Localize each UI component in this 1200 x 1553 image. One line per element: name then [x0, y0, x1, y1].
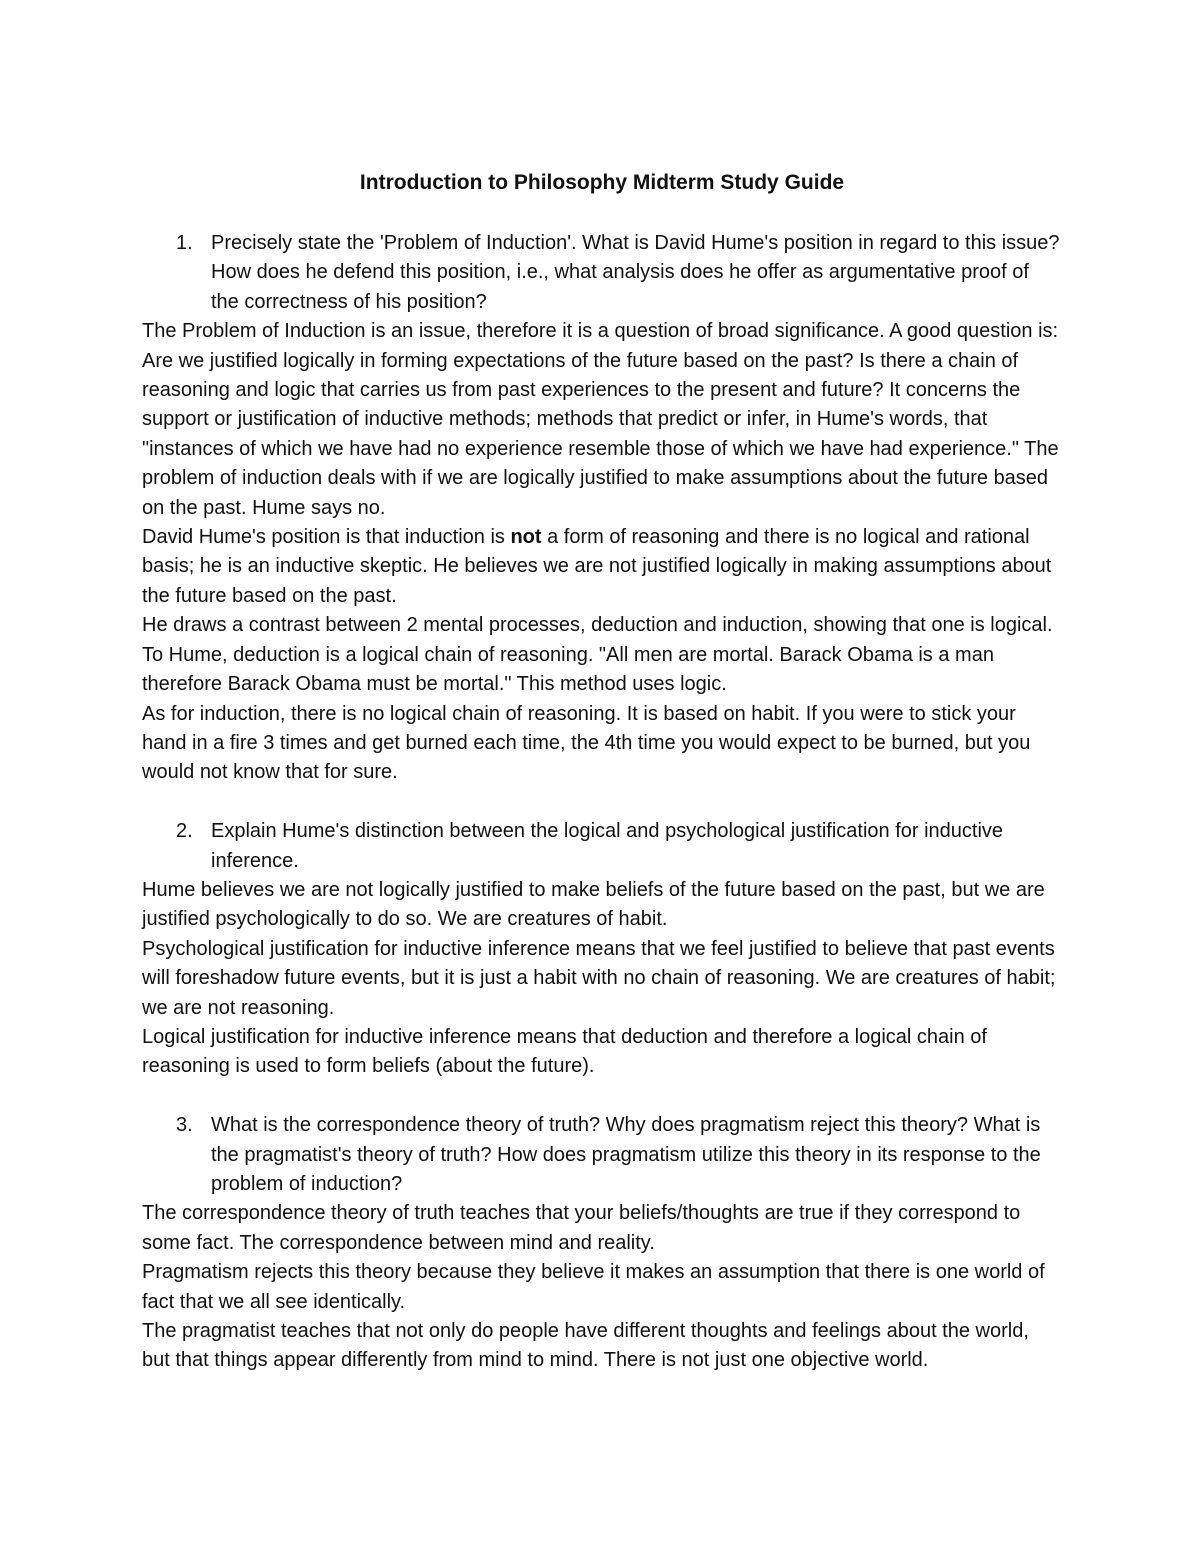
question-3 — [142, 1111, 1062, 1199]
document-page — [142, 168, 1062, 1376]
answer-text: David Hume's position is that induction is — [142, 526, 511, 549]
emphasis-text: not — [510, 526, 542, 549]
question-number: 3. — [176, 1114, 193, 1137]
section-1 — [142, 229, 1062, 788]
question-text: What is the correspondence theory of truth? Why does pragmatism reject this theory? What is the pragmatist's theory of truth? How does pragmatism utilize this theory in its response to the problem of induction? — [211, 1114, 1041, 1195]
answer-text: a form of reasoning and there is no logical and rational basis; he is an inductive skeptic. He believes we are not justified logically in making assumptions about the future based on the past. — [142, 526, 1052, 607]
question-text: Precisely state the 'Problem of Induction'. What is David Hume's position in regard to this issue? How does he defend this position, i.e., what analysis does he offer as argumentative proof of the correctness of his position? — [211, 232, 1060, 313]
question-2 — [142, 817, 1062, 876]
question-1 — [142, 229, 1062, 317]
question-number: 1. — [176, 232, 193, 254]
answer-paragraph: Pragmatism rejects this theory because they believe it makes an assumption that there is one world of fact that we all see identically. — [142, 1261, 1045, 1313]
spacer — [142, 1082, 1062, 1111]
answer-paragraph: Hume believes we are not logically justified to make beliefs of the future based on the past, but we are justified psychologically to do so. We are creatures of habit. — [142, 878, 1045, 931]
spacer — [142, 788, 1062, 817]
answer-paragraph: The Problem of Induction is an issue, therefore it is a question of broad significance. A good question is: Are we justified logically in forming expectations of the future based on the past? Is there a chain of reasoning and logic that carries us from past experiences to the present and future? It concerns the support or justification of inductive methods; methods that predict or infer, in Hume's words, that "instances of which we have had no experience resemble those of which we have had experience." The problem of induction deals with if we are logically justified to make assumptions about the future based on the past. Hume says no. — [142, 320, 1059, 519]
answer-paragraph — [142, 523, 1062, 611]
answer-paragraph: Logical justification for inductive inference means that deduction and therefore a logical chain of reasoning is used to form beliefs (about the future). — [142, 1025, 987, 1078]
question-text: Explain Hume's distinction between the logical and psychological justification for inductive inference. — [211, 820, 1004, 872]
answer-paragraph: The correspondence theory of truth teaches that your beliefs/thoughts are true if they correspond to some fact. The correspondence between mind and reality. — [142, 1202, 1021, 1254]
document-title: Introduction to Philosophy Midterm Study Guide — [359, 171, 845, 194]
section-2 — [142, 817, 1062, 1082]
answer-paragraph: Psychological justification for inductive inference means that we feel justified to believe that past events will foreshadow future events, but it is just a habit with no chain of reasoning. We are creatures of habit; we are not reasoning. — [142, 937, 1056, 1019]
answer-paragraph: He draws a contrast between 2 mental processes, deduction and induction, showing that one is logical. To Hume, deduction is a logical chain of reasoning. "All men are mortal. Barack Obama is a man therefore Barack Obama must be mortal." This method uses logic. — [142, 614, 1053, 696]
answer-paragraph: The pragmatist teaches that not only do people have different thoughts and feelings about the world, but that things appear differently from mind to mind. There is not just one objective world. — [142, 1320, 1029, 1372]
question-number: 2. — [176, 820, 193, 843]
answer-paragraph: As for induction, there is no logical chain of reasoning. It is based on habit. If you were to stick your hand in a fire 3 times and get burned each time, the 4th time you would expect to be burned, but you would not know that for sure. — [142, 702, 1031, 784]
section-3 — [142, 1111, 1062, 1376]
